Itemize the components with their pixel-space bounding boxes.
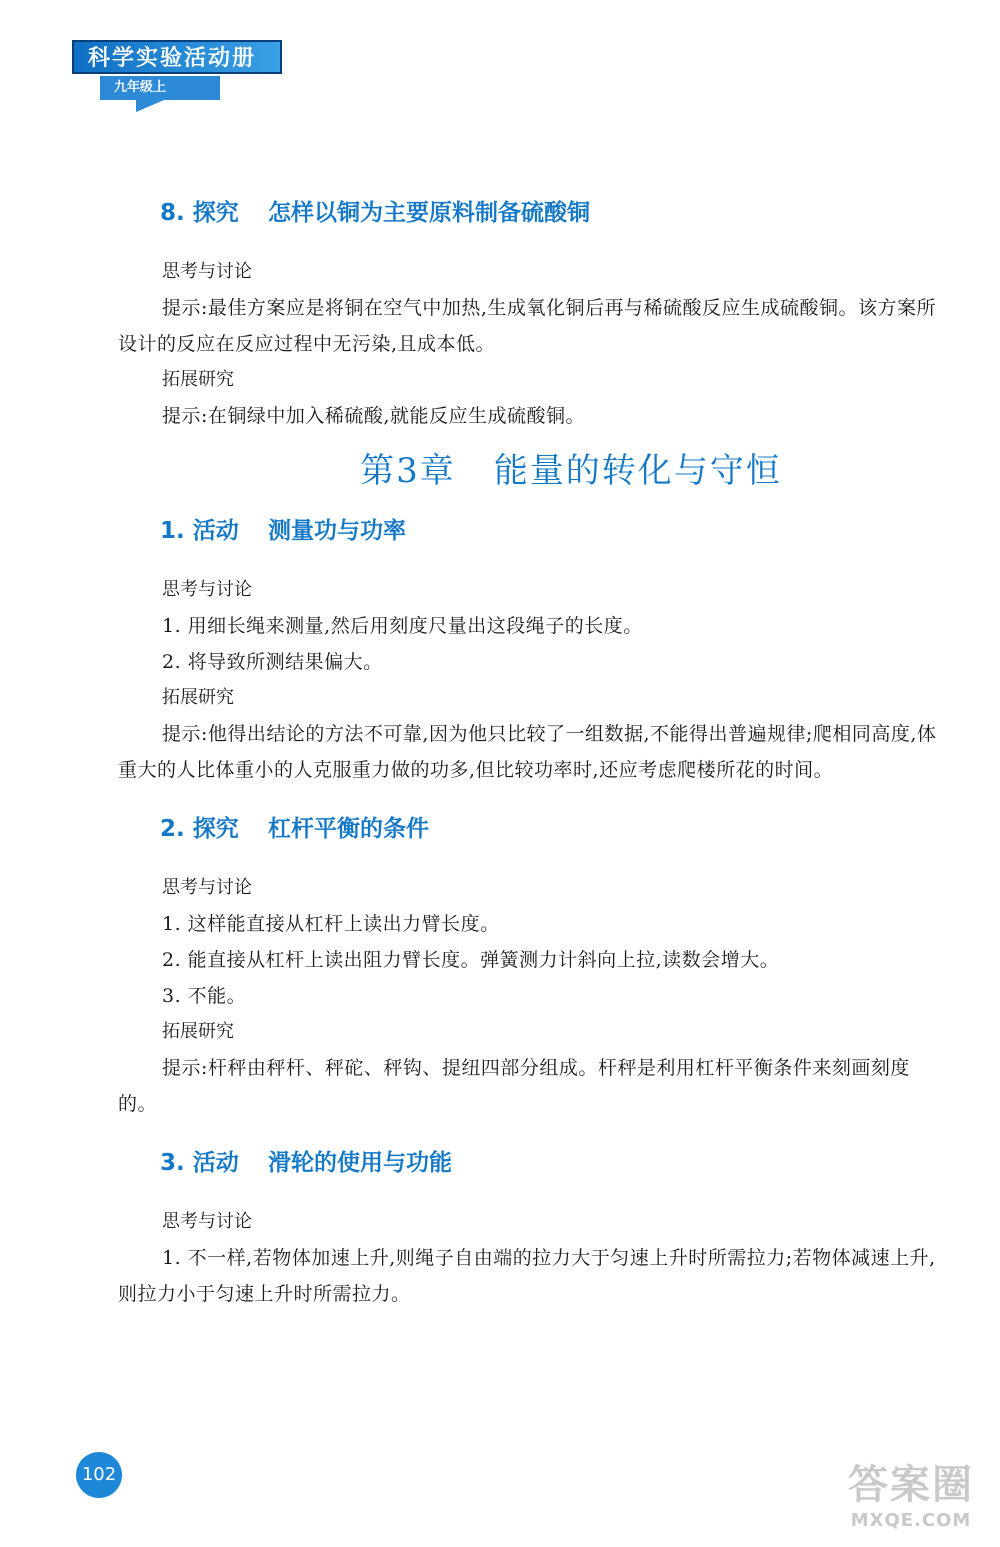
watermark [836,1462,986,1542]
subheading-extension: 拓展研究 [162,687,234,708]
section-number: 2. 探究 [160,816,239,842]
header-decoration [136,100,164,112]
paragraph: 2. 将导致所测结果偏大。 [162,651,383,673]
subheading-extension: 拓展研究 [162,1021,234,1042]
paragraph: 1. 这样能直接从杠杆上读出力臂长度。 [162,913,500,935]
subheading-think: 思考与讨论 [162,877,252,898]
section-title: 测量功与功率 [268,518,406,544]
paragraph: 提示:在铜绿中加入稀硫酸,就能反应生成硫酸铜。 [162,405,585,427]
chapter-heading [198,434,944,508]
paragraph: 提示:杆秤由秤杆、秤砣、秤钩、提纽四部分组成。杆秤是利用杠杆平衡条件来刻画刻度的。 [118,1057,910,1115]
subheading-extension: 拓展研究 [162,369,234,390]
subheading-think: 思考与讨论 [162,261,252,282]
watermark-logo: 答案圈 [848,1462,974,1508]
page-content [118,190,944,1312]
section-number: 1. 活动 [160,518,239,544]
subheading-think: 思考与讨论 [162,579,252,600]
section-number: 8. 探究 [160,200,239,226]
paragraph: 1. 用细长绳来测量,然后用刻度尺量出这段绳子的长度。 [162,615,643,637]
section-number: 3. 活动 [160,1150,239,1176]
paragraph: 提示:最佳方案应是将铜在空气中加热,生成氧化铜后再与稀硫酸反应生成硫酸铜。该方案所设计的反应在反应过程中无污染,且成本低。 [118,297,936,355]
page-number: 102 [76,1452,122,1498]
section-title: 杠杆平衡的条件 [268,816,429,842]
section-title: 滑轮的使用与功能 [268,1150,452,1176]
book-title: 科学实验活动册 [72,40,282,74]
chapter-number: 第3章 [360,451,456,491]
book-grade: 九年级上 [100,76,220,100]
paragraph: 提示:他得出结论的方法不可靠,因为他只比较了一组数据,不能得出普遍规律;爬相同高度,体重大的人比体重小的人克服重力做的功多,但比较功率时,还应考虑爬楼所花的时间。 [118,723,937,781]
watermark-url: MXQE.COM [850,1510,972,1531]
paragraph: 1. 不一样,若物体加速上升,则绳子自由端的拉力大于匀速上升时所需拉力;若物体减速上升,则拉力小于匀速上升时所需拉力。 [118,1247,936,1305]
paragraph: 3. 不能。 [162,985,247,1007]
section-heading [160,806,944,852]
section-heading [160,190,944,236]
subheading-think: 思考与讨论 [162,1211,252,1232]
section-heading [160,1140,944,1186]
paragraph: 2. 能直接从杠杆上读出阻力臂长度。弹簧测力计斜向上拉,读数会增大。 [162,949,780,971]
section-title: 怎样以铜为主要原料制备硫酸铜 [268,200,590,226]
section-heading [160,508,944,554]
chapter-title: 能量的转化与守恒 [493,451,782,491]
book-header [72,40,292,110]
